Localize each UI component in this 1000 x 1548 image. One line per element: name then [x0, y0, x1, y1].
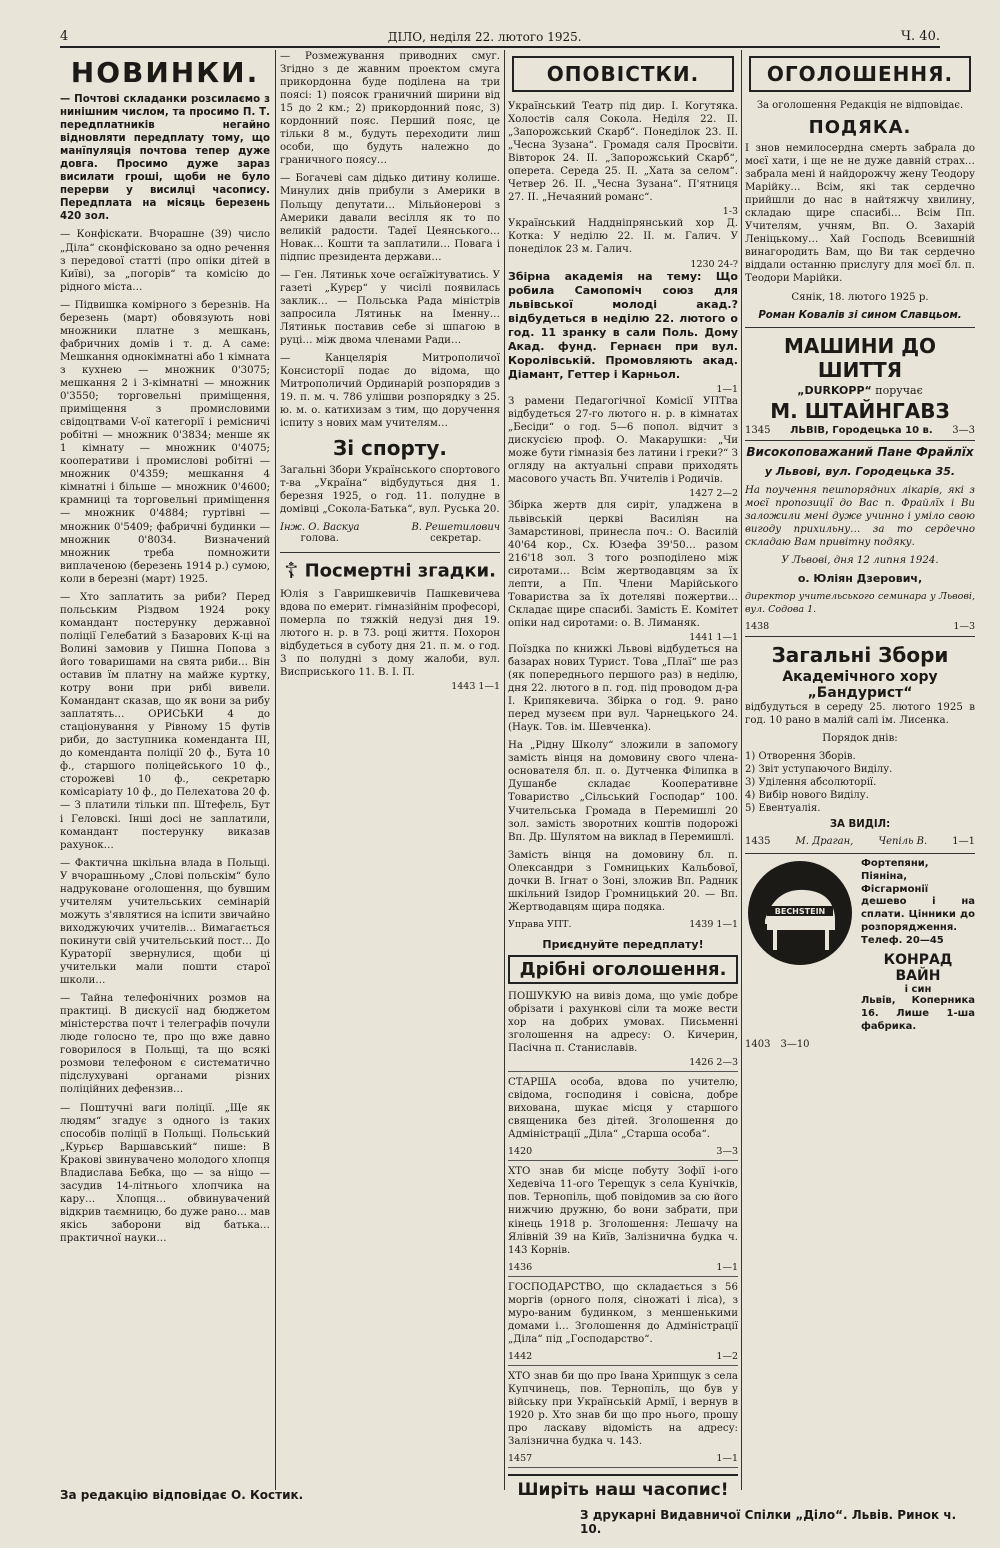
testimonial-refs: [745, 621, 975, 632]
testimonial-title: Високоповажаний Пане Фрайлїх: [746, 444, 974, 459]
meeting-ref: 1435: [745, 835, 771, 847]
ads-header: [749, 56, 971, 92]
piano-brand-label: BECHSTEIN: [774, 906, 826, 916]
news-item: — Фактична шкільна влада в Польщі. У вчорашньому „Слові польскім“ було надруковане оголошення, що бувшим учителям учительських семінарій можуть з'являтися на іспити звичайно виходжуючих учителів… Вимагається покинути свій учительський пост… До Кураторії звернулися, щоби ці учительки мали пошти старої школи…: [60, 857, 270, 987]
obituary-ref: 1443 1—1: [451, 680, 500, 692]
classified-text: ХТО знав би що про Івана Хрипщук з села Купчинець, пов. Тернопіль, що був у війську при Українській Армії, і вернув в 1920 р. Хто знав би що про нього, прошу про ласкаву відомість на адресу: Залізнична будка ч. 143.: [508, 1370, 738, 1448]
thanks-signature: Роман Ковалів зі сином Славцьом.: [758, 309, 962, 321]
agenda-item: 4) Вибір нового Виділу.: [745, 789, 869, 801]
classified-ref: 1420: [508, 1146, 533, 1158]
sport-sign-1-role: голова.: [300, 532, 339, 544]
machine-ref: 1345: [745, 424, 771, 436]
news-item: — Ген. Лятиньк хоче оєгаїжітуватись. У газеті „Курєр“ у чисілі появилась заклик… — Польська Рада міністрів запросила Лятиньк на Іменну… Лятиньк поставив себе зі шпагою в руці… між двома членами Ради…: [280, 269, 500, 346]
piano-ref: 1403: [745, 1038, 771, 1050]
announcements-title: ОПОВІСТКИ.: [546, 62, 700, 86]
classified-text: ПОШУКУЮ на вивіз дома, що уміє добре обрізати і рахункові сіли та може вести хор на добрих умовах. Письменні зголошення на адресу: О. Кичерин, Пасічна п. Станиславів.: [508, 990, 738, 1055]
promo-text: Приєднуйте передплату!: [542, 937, 704, 951]
machine-address-line: [745, 425, 975, 436]
obituary-title: Посмертні згадки.: [304, 560, 496, 581]
sport-title: Зі спорту.: [333, 436, 447, 461]
sport-sign-2-role: секретар.: [430, 532, 482, 544]
classified-text: ХТО знав би місце побуту Зофії і-ого Хедевіча 11-ого Терещук з села Кунічків, пов. Тернопіль, щоб повідомив за сю його нижчию дружню, бо вони забрати, при кінець 1918 р. Зголошення: Лешачу на Ялівній 39 на Київ, Залізнична будка ч. 143 Корнів.: [508, 1166, 738, 1256]
announcements-header: [512, 56, 734, 92]
piano-icon: [745, 858, 855, 968]
classified-ref: 1442: [508, 1350, 533, 1362]
machine-brand: „DURKOPP“: [797, 383, 872, 397]
classified-text: ГОСПОДАРСТВО, що складається з 56 моргів (орного поля, сіножаті і ліса), з муро-ваним будинком, з меншенькими домами і… Зголошення до Адміністрації „Діла“ під „Господарство“.: [508, 1281, 738, 1345]
piano-firm: КОНРАД ВАЙН: [883, 952, 953, 985]
page-header: [60, 22, 940, 48]
announcement-ref: 1-3: [722, 206, 738, 218]
news-item: — Поштучні ваги поліції. „Ще як людям“ згадує з одного із таких способів поліції в Польщі. Польський „Курьєр Варшавський“ пише: В Кракові звинувачено молодого хлопця Владислава Бебка, що — за ніщо — засудив 14-літнього хлопчика на кару… Хлопця… обвинувачений відкрив таємницю, бо дуже рано… мав якісь заборони від батька… практичної науки…: [60, 1102, 270, 1244]
column-divider: [741, 50, 742, 1490]
news-title: НОВИНКИ.: [70, 56, 260, 89]
news-item: — Розмежування приводних смуг. Згідно з де жавним проектом смуга прикордонна буде поділена на три поясі: 1) поясок граничний ширини від 15 до 2 км.; 2) прикордонний пояс, 3) кордонний пояс. Перший пояс, це тільки 8 м., будуть переходити лиш особи, що будуть належно до граничного поясу…: [280, 51, 500, 167]
ads-title: ОГОЛОШЕННЯ.: [766, 62, 954, 86]
testimonial-address: у Львові, вул. Городецька 35.: [764, 464, 956, 478]
thanks-title: ПОДЯКА.: [808, 117, 912, 138]
announcement-signature: Управа УПТ.: [508, 918, 572, 930]
agenda-item: 5) Евентуалія.: [745, 802, 821, 814]
masthead: ДІЛО, неділя 22. лютого 1925.: [387, 30, 582, 44]
column-news: [60, 50, 270, 1482]
sport-sign-1: Інж. О. Васкуа: [280, 521, 360, 533]
classified-refs: [508, 1262, 738, 1273]
footer-editor: За редакцію відповідає О. Костик.: [60, 1488, 304, 1502]
classified-ref: 1—2: [716, 1350, 738, 1362]
news-item: — Богачеві сам дідько дитину колише. Минулих днів прибули з Америки в Польщу депутати… Мільйонерові з Америки давали весілля як то по великій радости. Тадеї Цеянського… Новак… Кошти та заплатили… Повага і підпис президента держави…: [280, 173, 500, 263]
classifieds-title: Дрібні оголошення.: [508, 955, 738, 984]
news-item: — Хто заплатить за риби? Перед польським Різдвом 1924 року командант постерунку державної поліції Гелебатий з Базарових К-ці на Волині замовив у Пишна Попова з його товаришами на свята риби… Він оставив їм платну на майже куртку, котру вони при рибі вивели. Командант сказав, що як вони за рибу заплатять… ОРИСЬКИ 4 до стаціонування у Рівному 15 футів риби, до заступника коменданта III, до коменданта поліції 20 ф., Бута 10 ф., старшого поліцейського 10 ф., сторожеві 10 ф., секретарю комісаріату 10 ф., до Пелехатова 20 ф. — З платили тільки пп. Штефель, Бут і Геловскі. Інші досі не заплатили, командант постерунку виказав рахунок…: [60, 591, 270, 851]
announcement-ref: 1439 1—1: [689, 918, 738, 930]
ads-disclaimer: За оголошення Редакція не відповідає.: [756, 100, 964, 111]
meeting-text: відбудуться в середу 25. лютого 1925 в год. 10 рано в малій салі ім. Лисенка.: [745, 701, 975, 726]
announcement: Замість вінця на домовину бл. п. Олександри з Гомницьких Кальбової, дочки В. Ігнат о Зоні, зложив Вп. Радник шкільний Ізидор Громницький 20. — Вп. Жертводавцям щира подяка.: [508, 849, 738, 913]
announcement: Збірна академія на тему: Що робила Самопоміч союз для львівської молоді акад.? відбудеться в неділю 22. лютого о год. 11 зранку в сали Поль. Дому Акад. фунд. Гернаєн при вул. Королівській. Промовляють акад. Діамант, Геттер і Карньол.: [508, 269, 738, 382]
classified-refs: [508, 1146, 738, 1157]
announcement-footer: [508, 919, 738, 930]
testimonial-date: У Львові, дня 12 липня 1924.: [781, 555, 939, 567]
classified-ref: 1426 2—3: [689, 1057, 738, 1069]
agenda-item: 2) Звіт уступаючого Виділу.: [745, 763, 893, 775]
testimonial-ad: [745, 440, 975, 632]
machine-poruchae: поручає: [875, 383, 923, 397]
testimonial-ref: 1—3: [953, 620, 975, 632]
spread-paper-slogan: Ширіть наш часопис!: [508, 1474, 738, 1500]
announcement: Український Наддніпрянський хор Д. Котка: У неділю 22. II. м. Галич. У понеділок 23 м. Галич.: [508, 218, 738, 256]
classified-ad: [508, 1370, 738, 1468]
classified-refs: [508, 1453, 738, 1464]
agenda-item: 1) Отворення Зборів.: [745, 750, 856, 762]
classified-ad: [508, 1281, 738, 1366]
footer-printer: З друкарні Видавничої Спілки „Діло“. Львів. Ринок ч. 10.: [580, 1508, 957, 1536]
piano-refs: [745, 1039, 975, 1050]
thanks-text: І знов немилосердна смерть забрала до моєї хати, і ще не не дуже давній страх… забрала мені й найдорожчу жену Теодору Марійку… Всім, які так сердечно прийшли до нас в найтяжчу хвилину, складаю щире спасибі… Всім Пп. Учителям, учням, Вп. О. Захарій Леніцькому… Хай Господь Всевишній винагородить Вам, що Ви так сердечно віддали останню прислугу для моєї бл. п. Теодори Марійки.: [745, 143, 975, 285]
news-item: — Конфіскати. Вчорашне (39) число „Діла“ сконфісковано за одно речення з передової статті (про опіки дітей в Київі), за „погорів“ та комісію до рідного міста…: [60, 229, 270, 293]
meeting-sign-2: Чепіль В.: [878, 835, 928, 847]
announcement-ref: 1230 24-?: [690, 258, 738, 270]
column-divider: [275, 50, 276, 1490]
column-news-2: [280, 50, 500, 1482]
meeting-title: Загальні Збори: [771, 642, 949, 667]
testimonial-role: директор учительського семинара у Львові, вул. Содова 1.: [745, 591, 975, 615]
testimonial-text: На поучення пешпорядних лікарів, які з моєї пропозиції до Вас п. Фрайлїх і Ви заложили мені дуже учинно і уміло свою вигоду прихильну… за то сердечно складаю Вам привітну подяку.: [745, 485, 975, 549]
classified-ref: 1—1: [716, 1453, 738, 1465]
meeting-agenda: [745, 750, 975, 815]
classified-ref: 1436: [508, 1261, 533, 1273]
announcement-ref: 1441 1—1: [689, 631, 738, 643]
obituary-text: Юлія з Гавришкевичів Пашкевичева вдова по емерит. гімназійнім професорі, померла по тяжкій недузі дня 19. лютого н. р. в 73. році життя. Похорон відбудеться в суботу дня 21. п. м. о год. 3 по полудні з дому жалоби, вул. Висприського 11. В. І. П.: [280, 588, 500, 678]
piano-address: Львів, Коперника 16. Лише 1-ша фабрика.: [861, 995, 975, 1033]
meeting-subtitle: Академічного хору „Бандурист“: [782, 668, 938, 701]
announcement: З рамени Педагогічної Комісії УПТва відбудеться 27-го лютого н. р. в кімнатах „Бесіди“ о год. 5—6 попол. відчит з дискусією проф. О. Макарушки: „Чи може бути гімназія без латини і греки?“ З огляду на актуальні справи приходять масового участь Вп. Учителів і Родичів.: [508, 396, 738, 486]
column-announcements: [508, 50, 738, 1501]
announcement-ref: 1427 2—2: [689, 488, 738, 500]
classified-ad: [508, 990, 738, 1072]
machine-count: 3—3: [952, 424, 975, 436]
cross-icon: ☦: [283, 558, 299, 584]
news-item: — Канцелярія Митрополичої Консисторії подає до відома, що Митрополичий Ординарій розпорядив з 19. п. м. ч. 786 улішви розпорядку з 25. ю. м. о. катихизам з тим, що доручення іспиту з нових мам учителям…: [280, 353, 500, 430]
machine-brand-line: [745, 384, 975, 397]
machine-address: ЛЬВІВ, Городецька 10 в.: [790, 424, 933, 436]
classified-text: СТАРША особа, вдова по учителю, свідома, господиня і совісна, добре вихована, шукає місця у старшого священика без дітей. Зголошення до Адміністрації „Діла“ „Старша особа“.: [508, 1077, 738, 1141]
piano-firm-2: і син: [904, 984, 932, 996]
sport-text: Загальні Збори Українського спортового т-ва „Україна“ відбудуться дня 1. березня 1925, о год. 11. полудне в домівці „Сокола-Батька“, вул. Руська 20.: [280, 465, 500, 516]
announcement: Український Театр під дир. І. Когутяка. Холостів саля Сокола. Неділя 22. II. „Запорожський Скарб“. Понеділок 23. II. „Чесна Зузана“. Громадя саля Просвіти. Вівторок 24. II. „Запорожський Скарб“, оперета. Середа 25. II. „Хата за селом“. Четвер 26. II. „Чесна Зузана“. П'ятниця 27. II. „Нечаяний романс“.: [508, 101, 738, 204]
announcement: На „Рідну Школу“ зложили в запомогу замість вінця на домовину свого члена-основателя бл. п. о. Дутченка Філипка в Душанбе складає Кооперативне Товариство „Сільський Господар“ 100. Учительська Громада в Перемишлі 20 зол. замість зворотних коштів подорожі Вп. Др. Шулятом на виклад в Перемишлі.: [508, 740, 738, 843]
meeting-count: 1—1: [952, 835, 975, 847]
piano-ref: 3—10: [780, 1038, 810, 1050]
machine-title: МАШИНИ ДО ШИТТЯ: [783, 333, 937, 382]
issue-number: Ч. 40.: [900, 29, 940, 44]
meeting-za: ЗА ВИДІЛ:: [829, 818, 891, 830]
machine-firm: М. ШТАЙНГАВЗ: [770, 398, 950, 423]
agenda-item: 3) Уділення абсолюторії.: [745, 776, 877, 788]
classified-ref: 1—1: [716, 1261, 738, 1273]
sport-signatures: [280, 522, 500, 544]
classified-ad: [508, 1076, 738, 1161]
classified-refs: [508, 1351, 738, 1362]
sewing-machine-ad: [745, 327, 975, 436]
testimonial-ref: 1438: [745, 620, 770, 632]
news-item: — Тайна телефонічних розмов на практиці. В дискусії над бюджетом міністерства почт і телеграфів почули люде голосно те, про що вже давно говорилося в Польщі, та що всякі розмови телефоном є систематично підслухувані органами різних поліційних дефензив…: [60, 993, 270, 1096]
piano-ad: [745, 853, 975, 1039]
announcement: Поїздка по книжкі Львові відбудеться на базарах нових Турист. Това „Плаї“ ше раз (як попереднього першого раз) в неділю, дня 22. лютого в п. год. під проводом д-ра І. Крипякевича. Збірка о год. 9. рано перед музеєм при вул. Чарнецького 24. (Наук. Тов. ім. Шевченка).: [508, 643, 738, 734]
general-meeting-ad: [745, 636, 975, 847]
news-item: — Підвишка комірного з березнів. На березень (март) обовязують нові множники платне з мешкань, фабричних домів і т. д. А саме: Мешкання однокімнатні або 1 кімната з кухнею — множник 0'3075; мешкання 2 і 3-кімнатні — множник 0'3550; торговельні приміщення, приміщення з промисловими свідоцтвами V-ої категорії і ремісничі робітні — множник 0'3834; менше як 1 кімнату — множник 0'4075; кооперативи і промислові робітні — множник 0'4359; мешкання 4 кімнатні і більше — множник 0'4600; крамниці та торговельні приміщення — множник 0'4884; гуртівні — множник 0'5409; фабричні будинки — множник 0'8034. Визначений множник треба помножити виплаченою (березень 1914 р.) сумою, коли в березні (март) 1925.: [60, 299, 270, 585]
thanks-date: Сянік, 18. лютого 1925 р.: [791, 291, 929, 303]
piano-text: Фортепяни, Піяніна, Фісгармонії дешево і на сплати. Цінники до розпорядження. Телеф. 20—45: [861, 857, 975, 946]
obituary-header: [280, 552, 500, 584]
column-divider: [504, 50, 505, 1490]
meeting-agenda-title: Порядок днів:: [822, 732, 898, 744]
column-ads: [745, 50, 975, 1482]
meeting-sign-1: М. Драган,: [795, 835, 854, 847]
sport-sign-2: В. Решетилович: [411, 521, 500, 533]
page-number: 4: [60, 29, 69, 44]
meeting-signatures: [745, 836, 975, 847]
classified-ad: [508, 1165, 738, 1276]
news-item: — Почтові складанки розсилаємо з нинішним числом, та просимо П. Т. передплатників негайно відновляти передплату тому, що манїпуляція почтова тепер дуже довга. Просимо дуже зараз висилати гроші, щоби не було перерви у висилці часопису. Передплата на місяць березень 420 зол.: [60, 94, 270, 223]
testimonial-signature: о. Юліян Дзерович,: [797, 572, 923, 586]
announcement-ref: 1—1: [716, 384, 738, 396]
classified-ref: 3—3: [716, 1146, 738, 1158]
announcement: Збірка жертв для сиріт, уладжена в львівській церкві Василіян на Замарстинові, принесла поч.: О. Василій 40'64 кор., Сх. Юзефа 39'50… разом 216'18 зол. З того розподілено між сиротами… Всім жертводавцям за їх лепти, а Пп. Члени Марійського Товариства за їх дотеляві пожертви… Складає щире спасибі. Замість Е. Комітет опіки над сиротами: о. В. Лиманяк.: [508, 500, 738, 629]
classified-ref: 1457: [508, 1453, 533, 1465]
